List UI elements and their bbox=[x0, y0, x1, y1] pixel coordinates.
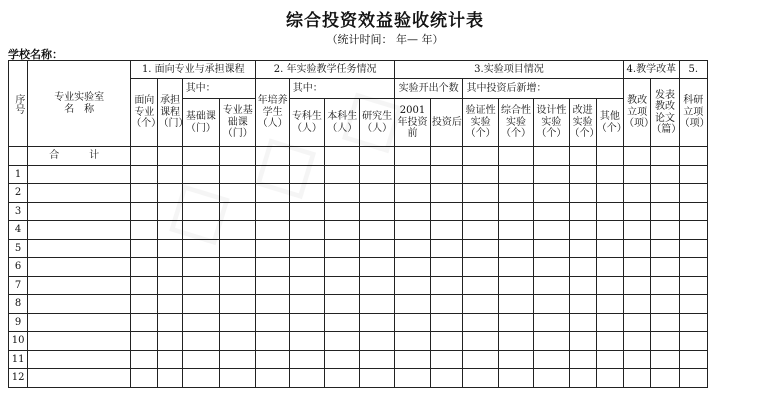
data-cell[interactable] bbox=[431, 313, 463, 332]
data-cell[interactable] bbox=[360, 165, 394, 184]
data-cell[interactable] bbox=[534, 221, 569, 240]
data-cell[interactable] bbox=[256, 221, 289, 240]
data-cell[interactable] bbox=[569, 221, 596, 240]
data-cell[interactable] bbox=[679, 221, 707, 240]
data-cell[interactable] bbox=[596, 332, 623, 351]
data-cell[interactable] bbox=[360, 350, 394, 369]
data-cell[interactable] bbox=[498, 221, 533, 240]
data-cell[interactable] bbox=[463, 221, 498, 240]
data-cell[interactable] bbox=[569, 184, 596, 203]
header-pro-basic: 专业基础课（门） bbox=[220, 99, 256, 147]
row-number: 7 bbox=[9, 276, 28, 295]
data-cell[interactable] bbox=[360, 295, 394, 314]
data-cell[interactable] bbox=[220, 165, 256, 184]
row-number: 6 bbox=[9, 258, 28, 277]
data-cell[interactable] bbox=[569, 332, 596, 351]
data-cell[interactable] bbox=[651, 165, 679, 184]
table-row bbox=[9, 332, 708, 351]
data-cell[interactable] bbox=[256, 313, 289, 332]
data-cell[interactable] bbox=[624, 295, 651, 314]
data-cell[interactable] bbox=[256, 369, 289, 388]
data-cell[interactable] bbox=[534, 332, 569, 351]
header-exp-count: 实验开出个数 bbox=[394, 79, 463, 99]
data-cell[interactable] bbox=[651, 221, 679, 240]
data-cell[interactable] bbox=[289, 258, 324, 277]
data-cell[interactable] bbox=[624, 369, 651, 388]
data-cell[interactable] bbox=[325, 313, 360, 332]
data-cell[interactable] bbox=[534, 165, 569, 184]
data-cell[interactable] bbox=[624, 184, 651, 203]
lab-name-cell[interactable] bbox=[28, 276, 131, 295]
data-cell[interactable] bbox=[463, 369, 498, 388]
header-g3-new: 其中投资后新增： bbox=[463, 79, 624, 99]
data-cell[interactable] bbox=[569, 165, 596, 184]
table-row bbox=[9, 350, 708, 369]
data-cell[interactable] bbox=[651, 313, 679, 332]
data-cell[interactable] bbox=[394, 350, 430, 369]
data-cell[interactable] bbox=[182, 350, 219, 369]
data-cell[interactable] bbox=[289, 165, 324, 184]
header-research: 科研立项（项） bbox=[679, 79, 707, 147]
table-row bbox=[9, 221, 708, 240]
data-cell[interactable] bbox=[679, 295, 707, 314]
data-cell[interactable] bbox=[256, 295, 289, 314]
data-cell[interactable] bbox=[158, 221, 182, 240]
table-row bbox=[9, 295, 708, 314]
data-cell[interactable] bbox=[498, 165, 533, 184]
data-cell[interactable] bbox=[596, 350, 623, 369]
data-cell[interactable] bbox=[651, 369, 679, 388]
data-cell[interactable] bbox=[325, 332, 360, 351]
data-cell[interactable] bbox=[360, 239, 394, 258]
data-cell[interactable] bbox=[256, 165, 289, 184]
data-cell[interactable] bbox=[289, 369, 324, 388]
data-cell[interactable] bbox=[182, 313, 219, 332]
data-cell[interactable] bbox=[220, 350, 256, 369]
header-group-2: 2. 年实验教学任务情况 bbox=[256, 61, 394, 79]
data-cell[interactable] bbox=[679, 184, 707, 203]
row-number: 8 bbox=[9, 295, 28, 314]
statistics-period: （统计时间： 年— 年） bbox=[326, 33, 444, 46]
data-cell[interactable] bbox=[431, 184, 463, 203]
data-cell[interactable] bbox=[569, 369, 596, 388]
lab-name-cell[interactable] bbox=[28, 165, 131, 184]
data-cell[interactable] bbox=[431, 295, 463, 314]
data-cell[interactable] bbox=[158, 202, 182, 221]
total-label: 合 计 bbox=[28, 147, 131, 166]
data-cell[interactable] bbox=[394, 239, 430, 258]
table-row bbox=[9, 239, 708, 258]
data-cell[interactable] bbox=[394, 369, 430, 388]
data-cell[interactable] bbox=[498, 332, 533, 351]
data-cell[interactable] bbox=[498, 276, 533, 295]
data-cell[interactable] bbox=[624, 165, 651, 184]
data-cell[interactable] bbox=[679, 350, 707, 369]
data-cell[interactable] bbox=[131, 258, 158, 277]
data-cell[interactable] bbox=[325, 165, 360, 184]
data-cell[interactable] bbox=[325, 369, 360, 388]
data-cell[interactable] bbox=[360, 202, 394, 221]
header-design: 设计性实验（个） bbox=[534, 99, 569, 147]
lab-name-cell[interactable] bbox=[28, 295, 131, 314]
data-cell[interactable] bbox=[596, 165, 623, 184]
data-cell[interactable] bbox=[651, 239, 679, 258]
data-cell[interactable] bbox=[651, 184, 679, 203]
data-cell[interactable] bbox=[131, 369, 158, 388]
data-cell[interactable] bbox=[394, 332, 430, 351]
data-cell[interactable] bbox=[624, 276, 651, 295]
total-row bbox=[9, 147, 708, 166]
data-cell[interactable] bbox=[679, 202, 707, 221]
data-cell[interactable] bbox=[158, 184, 182, 203]
lab-name-cell[interactable] bbox=[28, 184, 131, 203]
data-cell[interactable] bbox=[182, 369, 219, 388]
data-cell[interactable] bbox=[679, 369, 707, 388]
data-cell[interactable] bbox=[624, 258, 651, 277]
data-cell[interactable] bbox=[182, 202, 219, 221]
data-cell[interactable] bbox=[220, 295, 256, 314]
data-cell[interactable] bbox=[220, 221, 256, 240]
data-cell[interactable] bbox=[182, 239, 219, 258]
data-cell[interactable] bbox=[325, 295, 360, 314]
data-cell[interactable] bbox=[394, 258, 430, 277]
header-group-1: 1. 面向专业与承担课程 bbox=[131, 61, 256, 79]
data-cell[interactable] bbox=[360, 313, 394, 332]
data-cell[interactable] bbox=[256, 202, 289, 221]
data-cell[interactable] bbox=[463, 184, 498, 203]
data-cell[interactable] bbox=[158, 350, 182, 369]
data-cell[interactable] bbox=[158, 332, 182, 351]
header-lab-name: 专业实验室 名 称 bbox=[28, 61, 131, 147]
table-row bbox=[9, 369, 708, 388]
data-cell[interactable] bbox=[220, 239, 256, 258]
statistics-table bbox=[8, 60, 708, 388]
header-group-5: 5. bbox=[679, 61, 707, 79]
data-cell[interactable] bbox=[289, 332, 324, 351]
lab-name-cell[interactable] bbox=[28, 258, 131, 277]
data-cell[interactable] bbox=[131, 239, 158, 258]
header-verify: 验证性实验（个） bbox=[463, 99, 498, 147]
data-cell[interactable] bbox=[651, 332, 679, 351]
data-cell[interactable] bbox=[596, 258, 623, 277]
lab-name-cell[interactable] bbox=[28, 369, 131, 388]
header-group-4: 4.教学改革 bbox=[624, 61, 680, 79]
data-cell[interactable] bbox=[679, 332, 707, 351]
header-after: 投资后 bbox=[431, 99, 463, 147]
data-cell[interactable] bbox=[158, 369, 182, 388]
data-cell[interactable] bbox=[431, 165, 463, 184]
data-cell[interactable] bbox=[463, 165, 498, 184]
data-cell[interactable] bbox=[463, 295, 498, 314]
data-cell[interactable] bbox=[131, 202, 158, 221]
header-major: 面向专业（个） bbox=[131, 79, 158, 147]
data-cell[interactable] bbox=[360, 332, 394, 351]
row-number: 11 bbox=[9, 350, 28, 369]
data-cell[interactable] bbox=[596, 276, 623, 295]
data-cell[interactable] bbox=[596, 369, 623, 388]
data-cell[interactable] bbox=[624, 221, 651, 240]
data-cell[interactable] bbox=[534, 295, 569, 314]
data-cell[interactable] bbox=[569, 276, 596, 295]
data-cell[interactable] bbox=[431, 369, 463, 388]
data-cell[interactable] bbox=[534, 258, 569, 277]
data-cell[interactable] bbox=[131, 184, 158, 203]
row-number: 5 bbox=[9, 239, 28, 258]
header-grad: 研究生（人） bbox=[360, 99, 394, 147]
header-improve: 改进实验（个） bbox=[569, 99, 596, 147]
data-cell[interactable] bbox=[289, 184, 324, 203]
header-before: 2001年投资前 bbox=[394, 99, 430, 147]
data-cell[interactable] bbox=[256, 239, 289, 258]
lab-name-cell[interactable] bbox=[28, 332, 131, 351]
data-cell[interactable] bbox=[325, 239, 360, 258]
data-cell[interactable] bbox=[679, 165, 707, 184]
data-cell[interactable] bbox=[534, 202, 569, 221]
data-cell[interactable] bbox=[534, 313, 569, 332]
header-college: 专科生（人） bbox=[289, 99, 324, 147]
data-cell[interactable] bbox=[569, 202, 596, 221]
data-cell[interactable] bbox=[182, 276, 219, 295]
data-cell[interactable] bbox=[182, 184, 219, 203]
header-group-3: 3.实验项目情况 bbox=[394, 61, 623, 79]
data-cell[interactable] bbox=[256, 276, 289, 295]
data-cell[interactable] bbox=[289, 221, 324, 240]
data-cell[interactable] bbox=[182, 258, 219, 277]
data-cell[interactable] bbox=[289, 295, 324, 314]
data-cell[interactable] bbox=[131, 350, 158, 369]
data-cell[interactable] bbox=[131, 295, 158, 314]
data-cell[interactable] bbox=[596, 239, 623, 258]
data-cell[interactable] bbox=[158, 295, 182, 314]
table-row bbox=[9, 258, 708, 277]
data-cell[interactable] bbox=[569, 313, 596, 332]
data-cell[interactable] bbox=[498, 369, 533, 388]
data-cell[interactable] bbox=[131, 332, 158, 351]
data-cell[interactable] bbox=[256, 258, 289, 277]
header-basic: 基础课（门） bbox=[182, 99, 219, 147]
data-cell[interactable] bbox=[220, 184, 256, 203]
data-cell[interactable] bbox=[360, 369, 394, 388]
data-cell[interactable] bbox=[431, 258, 463, 277]
data-cell[interactable] bbox=[569, 239, 596, 258]
row-number: 2 bbox=[9, 184, 28, 203]
row-number: 10 bbox=[9, 332, 28, 351]
data-cell[interactable] bbox=[651, 202, 679, 221]
data-cell[interactable] bbox=[220, 313, 256, 332]
data-cell[interactable] bbox=[394, 202, 430, 221]
data-cell[interactable] bbox=[256, 350, 289, 369]
data-cell[interactable] bbox=[569, 258, 596, 277]
header-other: 其他（个） bbox=[596, 99, 623, 147]
data-cell[interactable] bbox=[394, 295, 430, 314]
data-cell[interactable] bbox=[360, 258, 394, 277]
data-cell[interactable] bbox=[463, 258, 498, 277]
data-cell[interactable] bbox=[158, 313, 182, 332]
data-cell[interactable] bbox=[624, 313, 651, 332]
data-cell[interactable] bbox=[569, 295, 596, 314]
lab-name-cell[interactable] bbox=[28, 221, 131, 240]
data-cell[interactable] bbox=[463, 276, 498, 295]
data-cell[interactable] bbox=[182, 221, 219, 240]
data-cell[interactable] bbox=[569, 350, 596, 369]
table-row bbox=[9, 202, 708, 221]
row-number: 9 bbox=[9, 313, 28, 332]
data-cell[interactable] bbox=[679, 258, 707, 277]
lab-name-cell[interactable] bbox=[28, 239, 131, 258]
data-cell[interactable] bbox=[651, 295, 679, 314]
data-cell[interactable] bbox=[394, 221, 430, 240]
data-cell[interactable] bbox=[534, 350, 569, 369]
data-cell[interactable] bbox=[431, 276, 463, 295]
data-cell[interactable] bbox=[325, 202, 360, 221]
data-cell[interactable] bbox=[463, 350, 498, 369]
data-cell[interactable] bbox=[220, 332, 256, 351]
data-cell[interactable] bbox=[182, 332, 219, 351]
row-number: 12 bbox=[9, 369, 28, 388]
data-cell[interactable] bbox=[679, 239, 707, 258]
lab-name-cell[interactable] bbox=[28, 313, 131, 332]
data-cell[interactable] bbox=[131, 276, 158, 295]
data-cell[interactable] bbox=[498, 258, 533, 277]
page-title: 综合投资效益验收统计表 bbox=[286, 11, 484, 31]
data-cell[interactable] bbox=[289, 313, 324, 332]
data-cell[interactable] bbox=[256, 184, 289, 203]
data-cell[interactable] bbox=[534, 276, 569, 295]
table-row bbox=[9, 313, 708, 332]
data-cell[interactable] bbox=[651, 258, 679, 277]
data-cell[interactable] bbox=[220, 202, 256, 221]
data-cell[interactable] bbox=[360, 184, 394, 203]
data-cell[interactable] bbox=[651, 350, 679, 369]
data-cell[interactable] bbox=[182, 295, 219, 314]
table-row bbox=[9, 184, 708, 203]
data-cell[interactable] bbox=[679, 313, 707, 332]
data-cell[interactable] bbox=[596, 221, 623, 240]
data-cell[interactable] bbox=[624, 332, 651, 351]
data-cell[interactable] bbox=[131, 313, 158, 332]
data-cell[interactable] bbox=[498, 350, 533, 369]
data-cell[interactable] bbox=[498, 184, 533, 203]
table-row bbox=[9, 276, 708, 295]
data-cell[interactable] bbox=[498, 295, 533, 314]
data-cell[interactable] bbox=[158, 165, 182, 184]
lab-name-cell[interactable] bbox=[28, 202, 131, 221]
data-cell[interactable] bbox=[325, 258, 360, 277]
data-cell[interactable] bbox=[624, 350, 651, 369]
table-row bbox=[9, 165, 708, 184]
data-cell[interactable] bbox=[360, 221, 394, 240]
data-cell[interactable] bbox=[596, 184, 623, 203]
data-cell[interactable] bbox=[220, 276, 256, 295]
data-cell[interactable] bbox=[463, 313, 498, 332]
header-g1-of: 其中： bbox=[182, 79, 256, 99]
row-number: 3 bbox=[9, 202, 28, 221]
header-g2-of: 其中： bbox=[289, 79, 394, 99]
header-year-students: 年培养学生（人） bbox=[256, 79, 289, 147]
data-cell[interactable] bbox=[289, 239, 324, 258]
data-cell[interactable] bbox=[289, 276, 324, 295]
data-cell[interactable] bbox=[431, 202, 463, 221]
data-cell[interactable] bbox=[394, 313, 430, 332]
header-reform-paper: 发表教改论文（篇） bbox=[651, 79, 679, 147]
header-reform-proj: 教改立项（项） bbox=[624, 79, 651, 147]
data-cell[interactable] bbox=[256, 332, 289, 351]
data-cell[interactable] bbox=[624, 202, 651, 221]
data-cell[interactable] bbox=[325, 276, 360, 295]
row-number: 4 bbox=[9, 221, 28, 240]
data-cell[interactable] bbox=[158, 276, 182, 295]
data-cell[interactable] bbox=[463, 332, 498, 351]
data-cell[interactable] bbox=[534, 239, 569, 258]
data-cell[interactable] bbox=[394, 276, 430, 295]
data-cell[interactable] bbox=[679, 276, 707, 295]
header-seq: 序号 bbox=[9, 61, 28, 147]
lab-name-cell[interactable] bbox=[28, 350, 131, 369]
data-cell[interactable] bbox=[596, 313, 623, 332]
data-cell[interactable] bbox=[325, 184, 360, 203]
data-cell[interactable] bbox=[220, 258, 256, 277]
data-cell[interactable] bbox=[182, 165, 219, 184]
data-cell[interactable] bbox=[431, 239, 463, 258]
header-comprehensive: 综合性实验（个） bbox=[498, 99, 533, 147]
data-cell[interactable] bbox=[431, 350, 463, 369]
data-cell[interactable] bbox=[131, 221, 158, 240]
data-cell[interactable] bbox=[596, 202, 623, 221]
data-cell[interactable] bbox=[220, 369, 256, 388]
data-cell[interactable] bbox=[498, 313, 533, 332]
data-cell[interactable] bbox=[289, 202, 324, 221]
data-cell[interactable] bbox=[624, 239, 651, 258]
data-cell[interactable] bbox=[325, 221, 360, 240]
data-cell[interactable] bbox=[158, 239, 182, 258]
data-cell[interactable] bbox=[596, 295, 623, 314]
data-cell[interactable] bbox=[534, 369, 569, 388]
data-cell[interactable] bbox=[360, 276, 394, 295]
data-cell[interactable] bbox=[394, 165, 430, 184]
data-cell[interactable] bbox=[131, 165, 158, 184]
row-number: 1 bbox=[9, 165, 28, 184]
data-cell[interactable] bbox=[463, 239, 498, 258]
data-cell[interactable] bbox=[498, 239, 533, 258]
data-cell[interactable] bbox=[394, 184, 430, 203]
data-cell[interactable] bbox=[534, 184, 569, 203]
data-cell[interactable] bbox=[158, 258, 182, 277]
data-cell[interactable] bbox=[463, 202, 498, 221]
data-cell[interactable] bbox=[431, 332, 463, 351]
data-cell[interactable] bbox=[651, 276, 679, 295]
data-cell[interactable] bbox=[325, 350, 360, 369]
school-name-label: 学校名称： bbox=[8, 48, 63, 61]
data-cell[interactable] bbox=[431, 221, 463, 240]
header-undergrad: 本科生（人） bbox=[325, 99, 360, 147]
header-courses: 承担课程（门） bbox=[158, 79, 182, 147]
data-cell[interactable] bbox=[289, 350, 324, 369]
data-cell[interactable] bbox=[498, 202, 533, 221]
